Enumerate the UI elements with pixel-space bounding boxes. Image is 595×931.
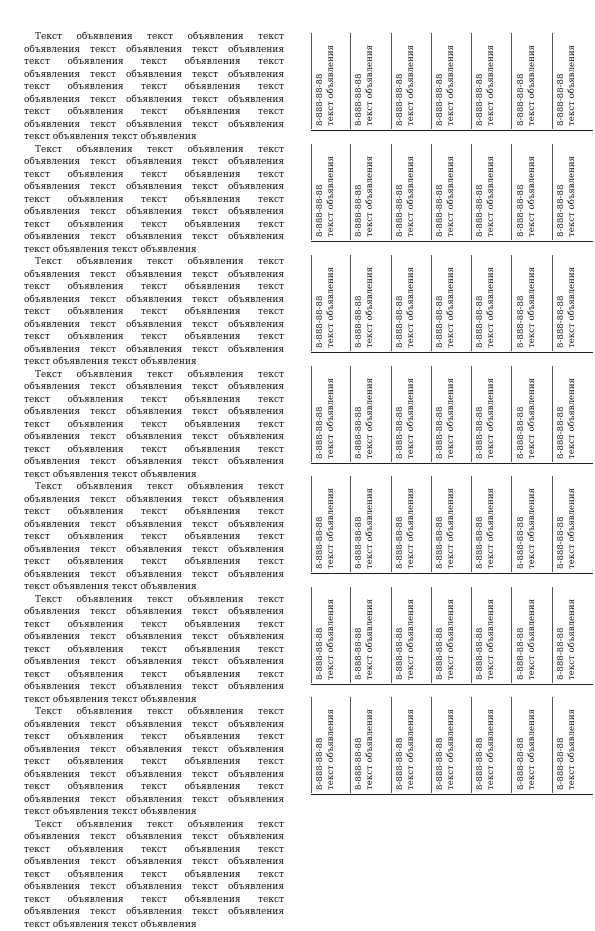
tear-tab-phone: 8-888-88-88 [315, 34, 326, 126]
tear-tab-phone: 8-888-88-88 [516, 34, 527, 126]
ad-paragraph: Текст объявления текст объявления текст объявления текст объявления текст объявления текст объявления текст объявления текст объявления текст объявления текст объявления текст объявления текст объявления текст объявления текст объявления текст объявления текст объявления текст объявления текст объявления текст объявления текст объявления текст объявления текст объявления [24, 369, 284, 482]
tear-tab-content [556, 477, 590, 569]
tear-tab-phone: 8-888-88-88 [556, 367, 567, 459]
tear-tab-phone: 8-888-88-88 [315, 588, 326, 680]
tear-tab-phone: 8-888-88-88 [354, 256, 365, 348]
tear-tab-content [556, 34, 590, 126]
tear-tab-phone: 8-888-88-88 [556, 145, 567, 237]
tear-tab-text: текст объявления [365, 477, 376, 569]
tear-tab-text: текст объявления [486, 34, 497, 126]
tear-tab-phone: 8-888-88-88 [556, 256, 567, 348]
tear-tab-content [315, 477, 349, 569]
tear-tab-text: текст объявления [365, 698, 376, 790]
tear-tab-phone: 8-888-88-88 [556, 698, 567, 790]
tear-tab-phone: 8-888-88-88 [556, 477, 567, 569]
ad-paragraph: Текст объявления текст объявления текст объявления текст объявления текст объявления текст объявления текст объявления текст объявления текст объявления текст объявления текст объявления текст объявления текст объявления текст объявления текст объявления текст объявления текст объявления текст объявления текст объявления текст объявления текст объявления текст объявления [24, 481, 284, 594]
tear-tab-content [435, 145, 469, 237]
tear-off-tab[interactable] [553, 476, 593, 572]
tear-tab-text: текст объявления [527, 698, 538, 790]
tear-tab-phone: 8-888-88-88 [435, 145, 446, 237]
tear-tab-text: текст объявления [326, 145, 337, 237]
tear-tab-phone: 8-888-88-88 [556, 34, 567, 126]
tear-tab-content [395, 34, 429, 126]
tear-tab-phone: 8-888-88-88 [516, 367, 527, 459]
tear-off-tab[interactable] [472, 33, 512, 129]
tear-tab-content [516, 698, 550, 790]
tear-tab-text: текст объявления [527, 34, 538, 126]
tear-tab-content [556, 588, 590, 680]
tear-tab-content [516, 145, 550, 237]
tear-tab-text: текст объявления [326, 256, 337, 348]
tear-tab-text: текст объявления [365, 34, 376, 126]
tear-off-tab[interactable] [392, 587, 432, 683]
tear-off-tab[interactable] [432, 33, 472, 129]
tear-tab-text: текст объявления [365, 145, 376, 237]
tear-tab-phone: 8-888-88-88 [516, 698, 527, 790]
tear-tab-text: текст объявления [406, 34, 417, 126]
tear-tab-phone: 8-888-88-88 [354, 145, 365, 237]
tear-off-tab[interactable] [392, 255, 432, 351]
tear-tab-phone: 8-888-88-88 [475, 698, 486, 790]
tear-off-tab[interactable] [472, 476, 512, 572]
ad-paragraph: Текст объявления текст объявления текст объявления текст объявления текст объявления текст объявления текст объявления текст объявления текст объявления текст объявления текст объявления текст объявления текст объявления текст объявления текст объявления текст объявления текст объявления текст объявления текст объявления текст объявления текст объявления текст объявления [24, 144, 284, 257]
tear-off-tab[interactable] [553, 255, 593, 351]
tear-tab-text: текст объявления [406, 698, 417, 790]
tear-tab-content [395, 477, 429, 569]
tear-tab-phone: 8-888-88-88 [475, 367, 486, 459]
tear-tab-phone: 8-888-88-88 [516, 256, 527, 348]
tear-tab-content [516, 34, 550, 126]
tear-off-tab[interactable] [311, 476, 351, 572]
tear-off-tab[interactable] [513, 144, 553, 240]
tear-tab-content [556, 145, 590, 237]
tear-tab-content [435, 367, 469, 459]
tear-tab-text: текст объявления [567, 588, 578, 680]
tear-off-tab[interactable] [513, 476, 553, 572]
tear-tab-phone: 8-888-88-88 [435, 34, 446, 126]
tear-tab-phone: 8-888-88-88 [315, 367, 326, 459]
tear-tab-text: текст объявления [486, 698, 497, 790]
tear-strip-row [311, 144, 593, 242]
tear-off-tab[interactable] [553, 697, 593, 793]
tear-off-tab[interactable] [311, 144, 351, 240]
tear-off-tab[interactable] [392, 366, 432, 462]
tear-tab-phone: 8-888-88-88 [395, 698, 406, 790]
tear-off-tab[interactable] [513, 255, 553, 351]
tear-tab-content [315, 367, 349, 459]
tear-off-tab[interactable] [351, 366, 391, 462]
tear-tab-text: текст объявления [406, 367, 417, 459]
tear-tab-phone: 8-888-88-88 [435, 477, 446, 569]
tear-off-tab[interactable] [513, 697, 553, 793]
tear-tab-content [475, 698, 509, 790]
tear-tab-content [556, 698, 590, 790]
tear-tab-phone: 8-888-88-88 [516, 145, 527, 237]
tear-tab-phone: 8-888-88-88 [354, 367, 365, 459]
tear-tab-text: текст объявления [446, 145, 457, 237]
tear-tab-text: текст объявления [406, 145, 417, 237]
tear-tab-content [475, 367, 509, 459]
tear-tab-content [395, 145, 429, 237]
tear-off-tab[interactable] [351, 697, 391, 793]
tear-tab-content [556, 367, 590, 459]
tear-tab-phone: 8-888-88-88 [395, 256, 406, 348]
tear-tab-text: текст объявления [406, 588, 417, 680]
tear-tab-phone: 8-888-88-88 [475, 588, 486, 680]
tear-off-tab[interactable] [553, 587, 593, 683]
tear-tab-phone: 8-888-88-88 [435, 256, 446, 348]
tear-off-tab[interactable] [553, 144, 593, 240]
tear-tab-content [315, 34, 349, 126]
tear-off-tab[interactable] [311, 33, 351, 129]
tear-tab-content [315, 698, 349, 790]
tear-tab-phone: 8-888-88-88 [354, 698, 365, 790]
tear-off-tab[interactable] [432, 255, 472, 351]
tear-tab-content [354, 367, 388, 459]
ad-paragraph: Текст объявления текст объявления текст объявления текст объявления текст объявления текст объявления текст объявления текст объявления текст объявления текст объявления текст объявления текст объявления текст объявления текст объявления текст объявления текст объявления текст объявления текст объявления текст объявления текст объявления текст объявления текст объявления [24, 256, 284, 369]
tear-off-tab[interactable] [351, 255, 391, 351]
tear-tab-phone: 8-888-88-88 [354, 588, 365, 680]
tear-tab-text: текст объявления [486, 145, 497, 237]
tear-strip-row [311, 255, 593, 353]
tear-off-tab[interactable] [432, 587, 472, 683]
tear-tab-text: текст объявления [326, 588, 337, 680]
tear-off-tab[interactable] [392, 144, 432, 240]
tear-tab-text: текст объявления [527, 588, 538, 680]
tear-tab-phone: 8-888-88-88 [516, 588, 527, 680]
tear-tab-phone: 8-888-88-88 [435, 698, 446, 790]
tear-tab-phone: 8-888-88-88 [435, 367, 446, 459]
tear-tab-phone: 8-888-88-88 [395, 145, 406, 237]
tear-tab-text: текст объявления [527, 367, 538, 459]
tear-tab-content [395, 367, 429, 459]
tear-tab-text: текст объявления [446, 588, 457, 680]
tear-strip-row [311, 587, 593, 685]
tear-tab-phone: 8-888-88-88 [475, 145, 486, 237]
tear-tab-text: текст объявления [446, 34, 457, 126]
tear-tab-text: текст объявления [567, 698, 578, 790]
tear-tab-text: текст объявления [567, 367, 578, 459]
ad-paragraph: Текст объявления текст объявления текст объявления текст объявления текст объявления текст объявления текст объявления текст объявления текст объявления текст объявления текст объявления текст объявления текст объявления текст объявления текст объявления текст объявления текст объявления текст объявления текст объявления текст объявления текст объявления текст объявления [24, 706, 284, 819]
tear-off-tab[interactable] [351, 587, 391, 683]
tear-off-tab[interactable] [392, 476, 432, 572]
tear-tab-phone: 8-888-88-88 [315, 698, 326, 790]
tear-tab-phone: 8-888-88-88 [395, 367, 406, 459]
tear-tab-phone: 8-888-88-88 [395, 477, 406, 569]
tear-tab-content [354, 588, 388, 680]
tear-tab-content [354, 145, 388, 237]
tear-tab-text: текст объявления [486, 367, 497, 459]
tear-off-tab[interactable] [432, 144, 472, 240]
tear-off-tab[interactable] [513, 587, 553, 683]
tear-tab-content [516, 256, 550, 348]
tear-tab-text: текст объявления [527, 145, 538, 237]
tear-off-tab[interactable] [472, 587, 512, 683]
tear-tab-text: текст объявления [527, 477, 538, 569]
tear-tab-content [354, 256, 388, 348]
tear-off-tab[interactable] [392, 33, 432, 129]
tear-off-tab[interactable] [472, 255, 512, 351]
tear-tab-content [475, 34, 509, 126]
tear-tab-content [395, 256, 429, 348]
tear-tab-content [435, 477, 469, 569]
tear-off-tab[interactable] [472, 697, 512, 793]
tear-off-tab[interactable] [553, 33, 593, 129]
tear-tab-text: текст объявления [567, 256, 578, 348]
tear-tab-content [315, 145, 349, 237]
tear-tab-content [395, 588, 429, 680]
ad-paragraph: Текст объявления текст объявления текст объявления текст объявления текст объявления текст объявления текст объявления текст объявления текст объявления текст объявления текст объявления текст объявления текст объявления текст объявления текст объявления текст объявления текст объявления текст объявления текст объявления текст объявления текст объявления текст объявления [24, 594, 284, 707]
tear-tab-text: текст объявления [527, 256, 538, 348]
tear-tab-phone: 8-888-88-88 [354, 477, 365, 569]
tear-tab-phone: 8-888-88-88 [435, 588, 446, 680]
tear-tab-phone: 8-888-88-88 [516, 477, 527, 569]
tear-tab-text: текст объявления [326, 34, 337, 126]
tear-tab-content [516, 588, 550, 680]
tear-off-tab[interactable] [472, 366, 512, 462]
tear-strip-row [311, 366, 593, 464]
tear-tab-content [516, 477, 550, 569]
tear-off-tab[interactable] [311, 697, 351, 793]
tear-off-tab[interactable] [351, 144, 391, 240]
tear-off-tab[interactable] [311, 366, 351, 462]
tear-tab-text: текст объявления [446, 698, 457, 790]
tear-strip-row [311, 476, 593, 574]
tear-tab-content [475, 477, 509, 569]
tear-tab-text: текст объявления [567, 477, 578, 569]
tear-tab-content [475, 145, 509, 237]
tear-tab-content [354, 34, 388, 126]
tear-tab-phone: 8-888-88-88 [475, 34, 486, 126]
tear-off-tab[interactable] [351, 33, 391, 129]
tear-tab-text: текст объявления [365, 367, 376, 459]
tear-tab-phone: 8-888-88-88 [395, 34, 406, 126]
tear-off-tab[interactable] [432, 366, 472, 462]
tear-off-tab[interactable] [432, 697, 472, 793]
tear-tab-phone: 8-888-88-88 [354, 34, 365, 126]
tear-tab-text: текст объявления [567, 145, 578, 237]
tear-tab-content [556, 256, 590, 348]
tear-off-tab[interactable] [472, 144, 512, 240]
tear-tab-text: текст объявления [446, 367, 457, 459]
tear-tab-content [475, 588, 509, 680]
tear-tab-text: текст объявления [567, 34, 578, 126]
tear-tab-text: текст объявления [326, 477, 337, 569]
tear-tab-content [354, 477, 388, 569]
tear-strip-row [311, 697, 593, 795]
tear-tab-phone: 8-888-88-88 [315, 477, 326, 569]
tear-tab-text: текст объявления [486, 256, 497, 348]
tear-tab-content [435, 698, 469, 790]
ad-paragraph: Текст объявления текст объявления текст объявления текст объявления текст объявления текст объявления текст объявления текст объявления текст объявления текст объявления текст объявления текст объявления текст объявления текст объявления текст объявления текст объявления текст объявления текст объявления текст объявления текст объявления текст объявления текст объявления [24, 819, 284, 931]
tear-tab-content [395, 698, 429, 790]
tear-tab-content [315, 256, 349, 348]
tear-tab-content [516, 367, 550, 459]
tear-tab-phone: 8-888-88-88 [556, 588, 567, 680]
tear-off-tab[interactable] [392, 697, 432, 793]
tear-tab-text: текст объявления [486, 588, 497, 680]
tear-off-tab[interactable] [432, 476, 472, 572]
ad-paragraph: Текст объявления текст объявления текст объявления текст объявления текст объявления текст объявления текст объявления текст объявления текст объявления текст объявления текст объявления текст объявления текст объявления текст объявления текст объявления текст объявления текст объявления текст объявления текст объявления текст объявления текст объявления текст объявления [24, 31, 284, 144]
tear-tab-content [475, 256, 509, 348]
tear-tab-content [315, 588, 349, 680]
tear-tab-content [435, 256, 469, 348]
tear-tab-content [435, 34, 469, 126]
tear-tab-phone: 8-888-88-88 [315, 145, 326, 237]
tear-tab-phone: 8-888-88-88 [475, 256, 486, 348]
tear-off-tab[interactable] [553, 366, 593, 462]
tear-off-tab[interactable] [351, 476, 391, 572]
tear-tab-text: текст объявления [326, 367, 337, 459]
tear-off-tab[interactable] [513, 33, 553, 129]
tear-off-tab[interactable] [513, 366, 553, 462]
tear-tab-text: текст объявления [446, 256, 457, 348]
tear-tab-content [435, 588, 469, 680]
tear-tab-text: текст объявления [406, 477, 417, 569]
tear-off-tab[interactable] [311, 587, 351, 683]
tear-tab-content [354, 698, 388, 790]
tear-off-tab[interactable] [311, 255, 351, 351]
tear-tab-phone: 8-888-88-88 [475, 477, 486, 569]
tear-tab-text: текст объявления [406, 256, 417, 348]
tear-tab-phone: 8-888-88-88 [315, 256, 326, 348]
tear-tab-text: текст объявления [446, 477, 457, 569]
tear-strip-row [311, 33, 593, 131]
tear-tab-text: текст объявления [365, 256, 376, 348]
tear-tab-text: текст объявления [486, 477, 497, 569]
tear-tab-text: текст объявления [326, 698, 337, 790]
tear-tab-phone: 8-888-88-88 [395, 588, 406, 680]
tear-tab-text: текст объявления [365, 588, 376, 680]
